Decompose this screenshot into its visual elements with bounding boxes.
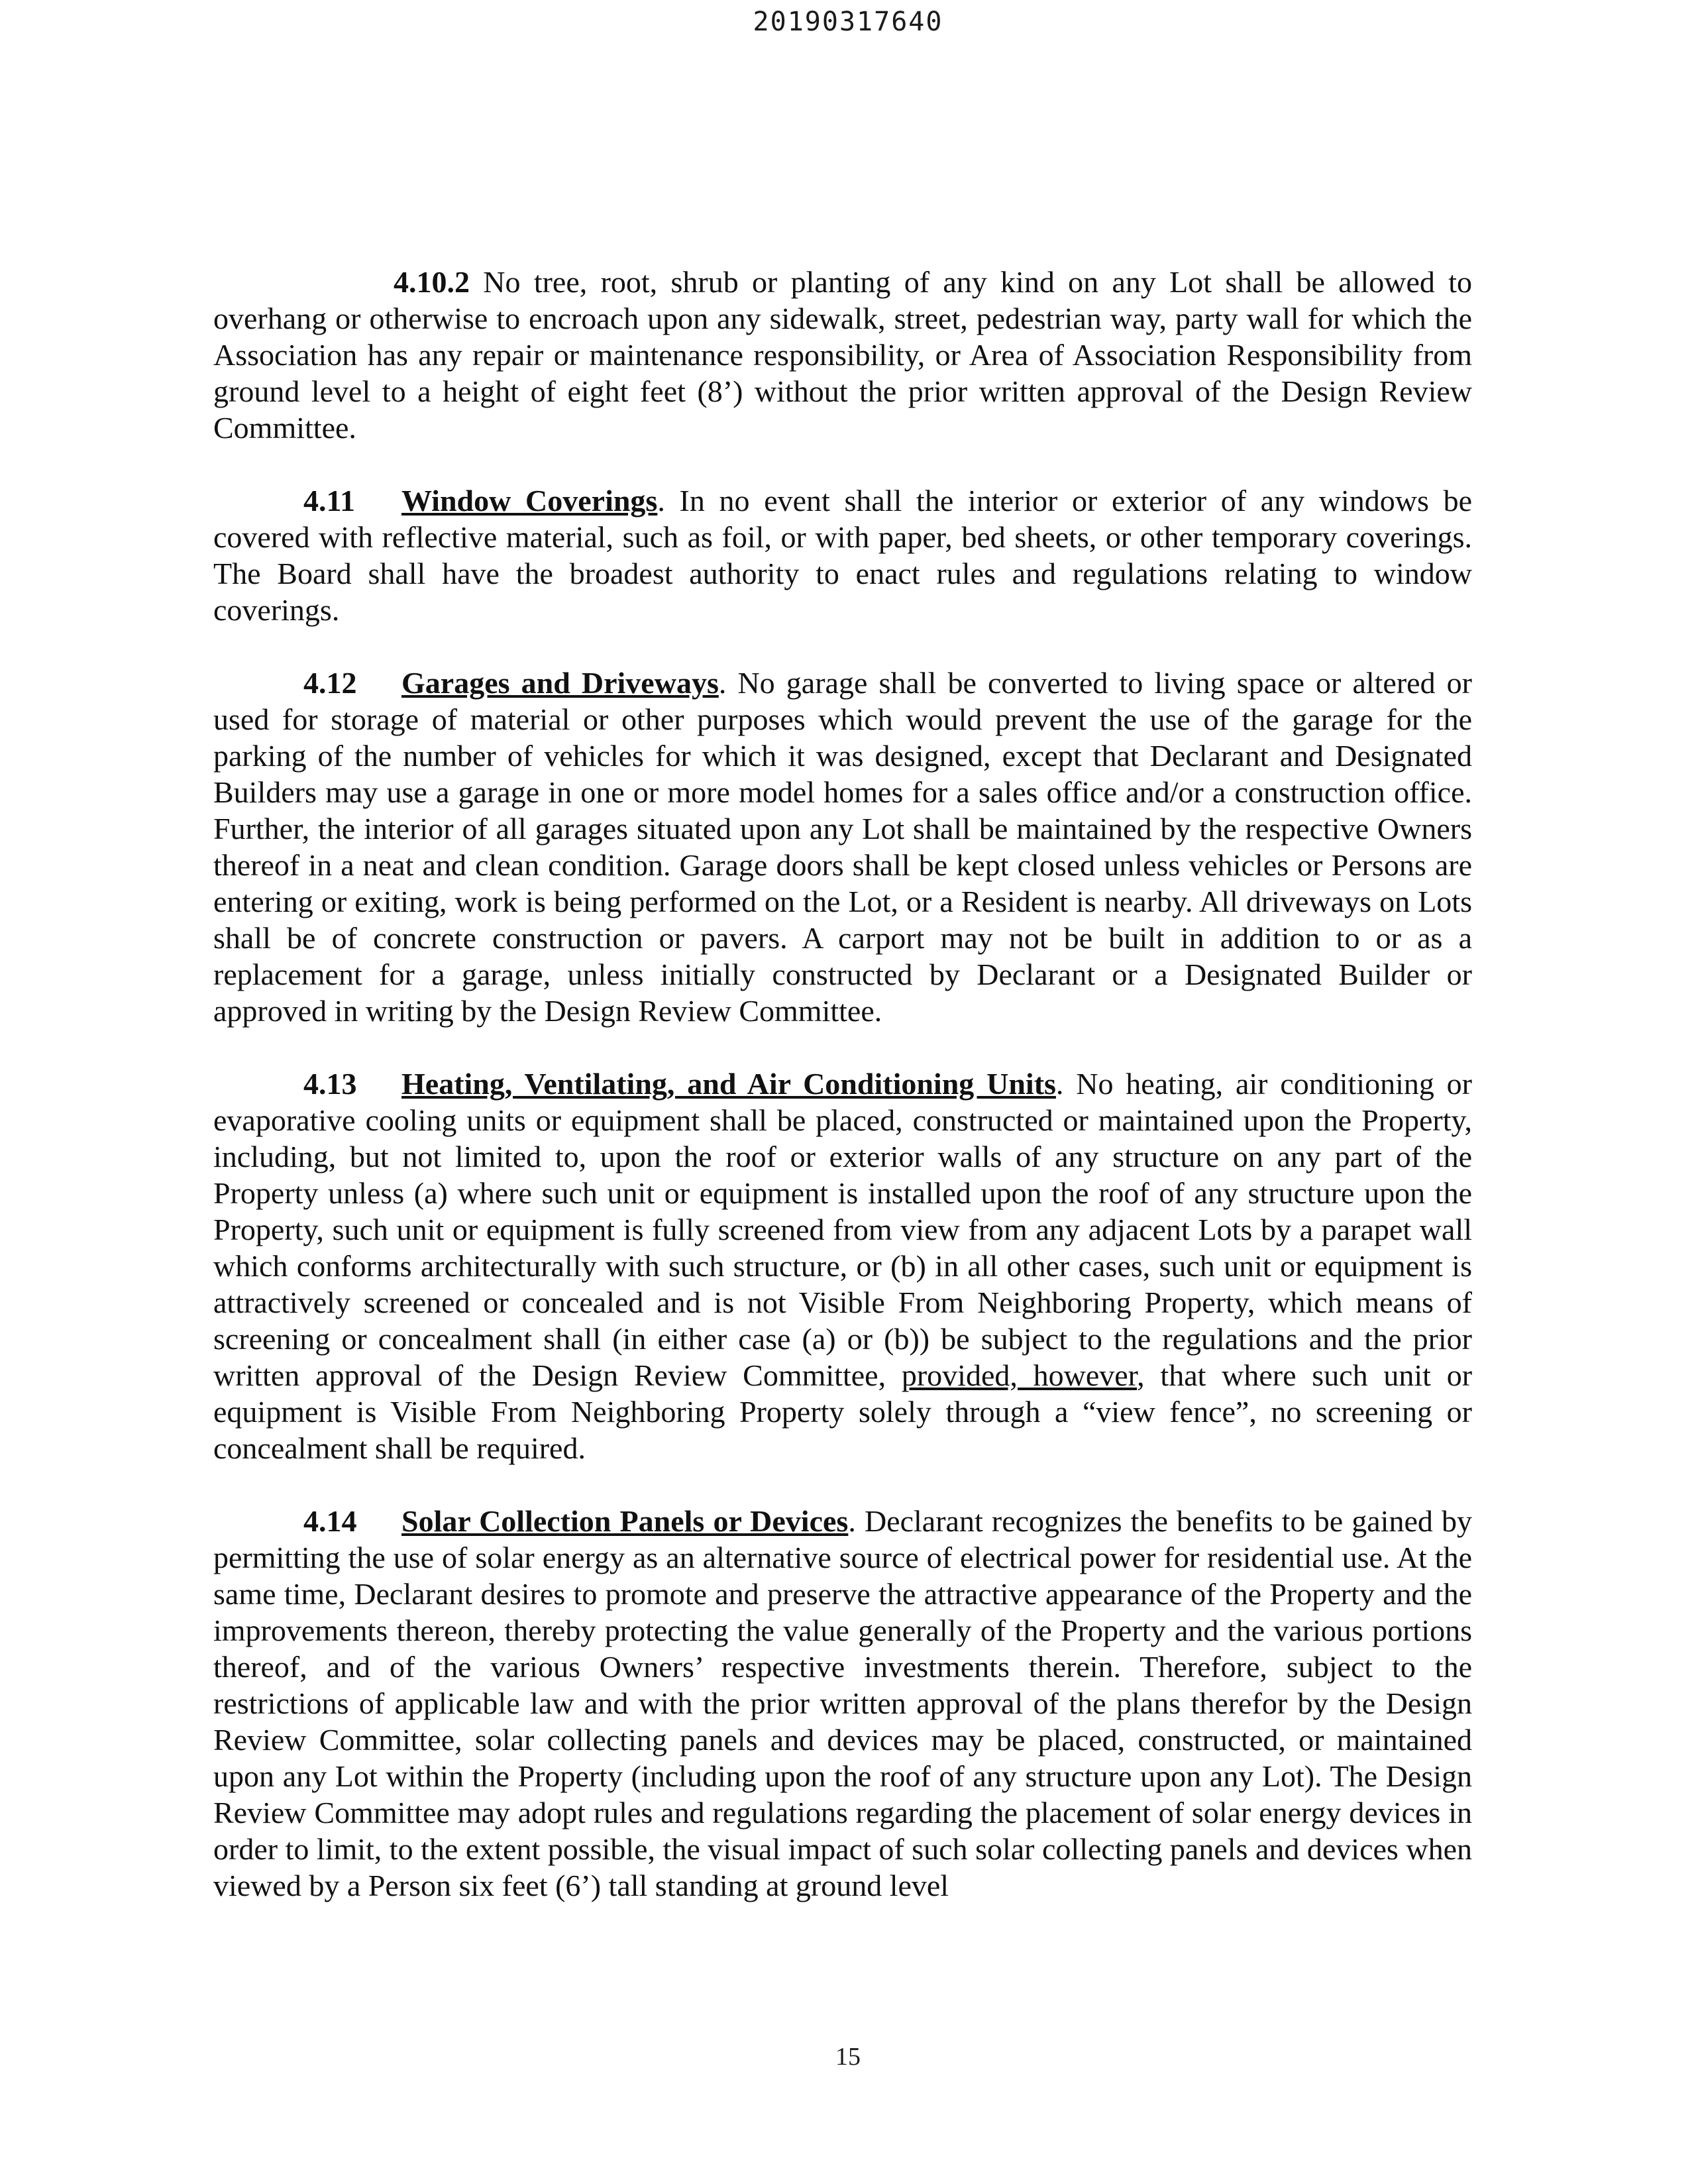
- page-number: 15: [835, 2043, 861, 2071]
- section-4-12: [213, 665, 1472, 1029]
- section-heading: Solar Collection Panels or Devices: [401, 1504, 849, 1538]
- section-number: 4.12: [303, 666, 357, 700]
- document-number: 20190317640: [753, 7, 943, 37]
- section-number: 4.11: [303, 484, 355, 518]
- section-text: . In no event shall the interior or exterior of any windows be covered with reflective material, such as foil, or with paper, bed sheets, or other temporary coverings. The Board shall have the broadest authority to enact rules and regulations relating to window coverings.: [213, 484, 1473, 627]
- section-4-13: [213, 1065, 1472, 1466]
- underlined-phrase: provided, however: [901, 1358, 1138, 1392]
- section-text: . Declarant recognizes the benefits to be gained by permitting the use of solar energy as an alternative source of electrical power for residential use. At the same time, Declarant desires to promote and preserve the attractive appearance of the Property and the improvements thereon, thereby protecting the value generally of the Property and the various portions thereof, and of the various Owners’ respective investments therein. Therefore, subject to the restrictions of applicable law and with the prior written approval of the plans therefor by the Design Review Committee, solar collecting panels and devices may be placed, constructed, or maintained upon any Lot within the Property (including upon the roof of any structure upon any Lot). The Design Review Committee may adopt rules and regulations regarding the placement of solar energy devices in order to limit, to the extent possible, the visual impact of such solar collecting panels and devices when viewed by a Person six feet (6’) tall standing at ground level: [213, 1504, 1473, 1902]
- section-heading: Window Coverings: [401, 484, 658, 518]
- section-text: . No garage shall be converted to living space or altered or used for storage of material or other purposes which would prevent the use of the garage for the parking of the number of vehicles for which it was designed, except that Declarant and Designated Builders may use a garage in one or more model homes for a sales office and/or a construction office. Further, the interior of all garages situated upon any Lot shall be maintained by the respective Owners thereof in a neat and clean condition. Garage doors shall be kept closed unless vehicles or Persons are entering or exiting, work is being performed on the Lot, or a Resident is nearby. All driveways on Lots shall be of concrete construction or pavers. A carport may not be built in addition to or as a replacement for a garage, unless initially constructed by Declarant or a Designated Builder or approved in writing by the Design Review Committee.: [213, 666, 1472, 1028]
- section-heading: Heating, Ventilating, and Air Conditioning Units: [401, 1067, 1056, 1101]
- section-4-10-2: [213, 264, 1472, 446]
- section-number: 4.10.2: [394, 265, 470, 299]
- section-number: 4.14: [303, 1504, 357, 1538]
- document-body: [213, 264, 1472, 1904]
- section-4-11: [213, 482, 1472, 628]
- section-text: . No heating, air conditioning or evaporative cooling units or equipment shall be placed, constructed or maintained upon the Property, including, but not limited to, upon the roof or exterior walls of any structure on any part of the Property unless (a) where such unit or equipment is installed upon the roof of any structure upon the Property, such unit or equipment is fully screened from view from any adjacent Lots by a parapet wall which conforms architecturally with such structure, or (b) in all other cases, such unit or equipment is attractively screened or concealed and is not Visible From Neighboring Property, which means of screening or concealment shall (in either case (a) or (b)) be subject to the regulations and the prior written approval of the Design Review Committee,: [213, 1067, 1472, 1392]
- section-text-end: , that where such unit or equipment is Visible From Neighboring Property solely through a “view fence”, no screening or concealment shall be required.: [213, 1358, 1473, 1465]
- section-number: 4.13: [303, 1067, 357, 1101]
- section-text: No tree, root, shrub or planting of any kind on any Lot shall be allowed to overhang or otherwise to encroach upon any sidewalk, street, pedestrian way, party wall for which the Association has any repair or maintenance responsibility, or Area of Association Responsibility from ground level to a height of eight feet (8’) without the prior written approval of the Design Review Committee.: [213, 265, 1472, 445]
- section-4-14: [213, 1503, 1472, 1904]
- section-heading: Garages and Driveways: [401, 666, 719, 700]
